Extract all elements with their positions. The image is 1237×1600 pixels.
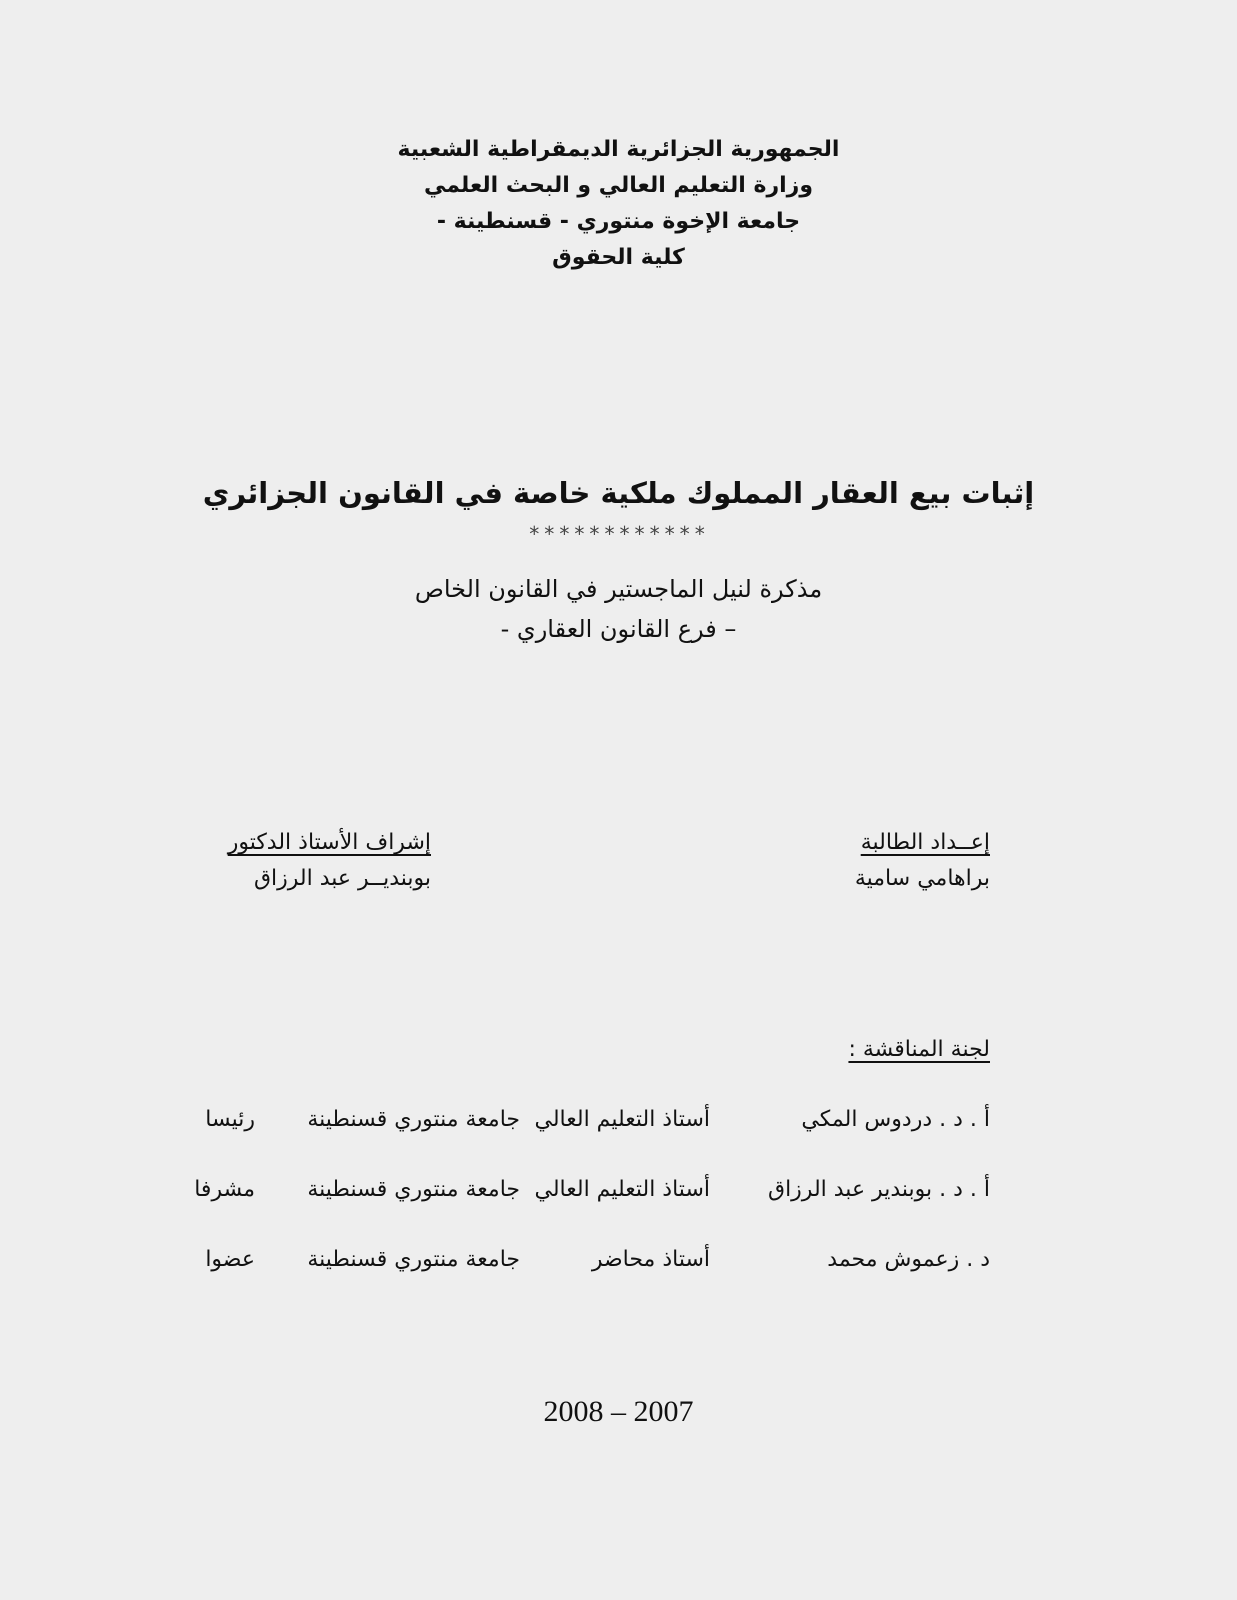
member-role: رئيسا xyxy=(205,1107,255,1132)
member-name: أ . د . بوبندير عبد الرزاق xyxy=(768,1177,990,1202)
thesis-subtitle-block xyxy=(0,569,1237,649)
academic-year: 2008 – 2007 xyxy=(543,1395,694,1428)
student-name: براهامي سامية xyxy=(854,866,990,891)
member-rank: أستاذ التعليم العالي xyxy=(534,1177,710,1202)
member-rank: أستاذ محاضر xyxy=(591,1247,710,1272)
committee-member xyxy=(195,1107,990,1143)
degree-line: مذكرة لنيل الماجستير في القانون الخاص xyxy=(414,575,823,603)
member-role: عضوا xyxy=(205,1247,255,1272)
university-name: جامعة الإخوة منتوري - قسنطينة - xyxy=(436,209,801,234)
committee-list xyxy=(195,1107,990,1317)
member-university: جامعة منتوري قسنطينة xyxy=(307,1247,520,1272)
committee-member xyxy=(195,1247,990,1283)
supervisor-name: بوبنديــر عبد الرزاق xyxy=(253,866,431,891)
supervisor-label: إشراف الأستاذ الدكتور xyxy=(227,830,431,855)
ministry-name: وزارة التعليم العالي و البحث العلمي xyxy=(423,173,814,198)
supervisor-block xyxy=(228,825,431,897)
committee-label: لجنة المناقشة : xyxy=(848,1037,990,1062)
student-block xyxy=(855,825,990,897)
member-role: مشرفا xyxy=(194,1177,255,1202)
institution-header xyxy=(0,132,1237,276)
thesis-title: إثبات بيع العقار المملوك ملكية خاصة في القانون الجزائري xyxy=(202,476,1035,510)
republic-name: الجمهورية الجزائرية الديمقراطية الشعبية xyxy=(397,137,840,162)
member-university: جامعة منتوري قسنطينة xyxy=(307,1177,520,1202)
member-university: جامعة منتوري قسنطينة xyxy=(307,1107,520,1132)
member-rank: أستاذ التعليم العالي xyxy=(534,1107,710,1132)
faculty-name: كلية الحقوق xyxy=(552,245,685,270)
committee-member xyxy=(195,1177,990,1213)
member-name: أ . د . دردوس المكي xyxy=(801,1107,990,1132)
branch-line: – فرع القانون العقاري - xyxy=(500,615,737,643)
student-label: إعــداد الطالبة xyxy=(860,830,990,855)
title-separator: ************ xyxy=(528,522,709,546)
member-name: د . زعموش محمد xyxy=(827,1247,990,1272)
